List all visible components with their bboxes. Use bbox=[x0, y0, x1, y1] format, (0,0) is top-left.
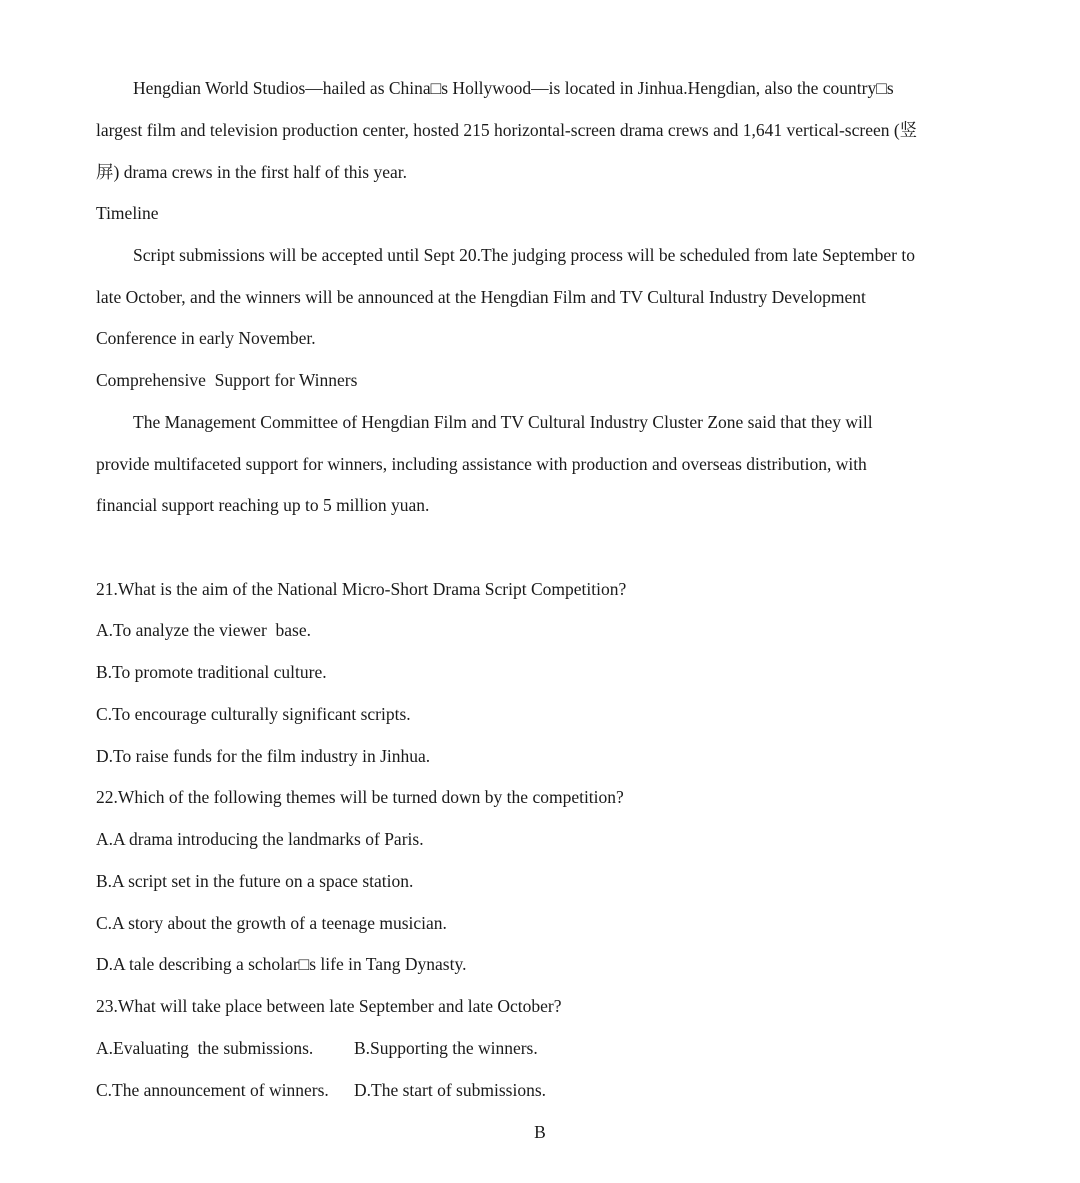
question-21-option-c: C.To encourage culturally significant scripts. bbox=[96, 704, 411, 724]
question-22-option-a: A.A drama introducing the landmarks of Paris. bbox=[96, 829, 424, 849]
section-letter: B bbox=[534, 1122, 546, 1142]
question-22-option-b: B.A script set in the future on a space station. bbox=[96, 871, 414, 891]
timeline-heading: Timeline bbox=[96, 203, 159, 223]
passage-p2-line-3: Conference in early November. bbox=[96, 328, 316, 348]
question-22-stem: 22.Which of the following themes will be turned down by the competition? bbox=[96, 787, 624, 807]
question-21-stem: 21.What is the aim of the National Micro-Short Drama Script Competition? bbox=[96, 579, 627, 599]
question-23-options-row-2 bbox=[96, 1079, 616, 1101]
question-23-option-c: C.The announcement of winners. bbox=[96, 1080, 329, 1100]
passage-p3-line-2: provide multifaceted support for winners, including assistance with production and overseas distribution, with bbox=[96, 454, 867, 474]
question-23-option-a: A.Evaluating the submissions. bbox=[96, 1038, 314, 1058]
passage-p1-line-2: largest film and television production center, hosted 215 horizontal-screen drama crews and 1,641 vertical-screen (竖 bbox=[96, 120, 918, 140]
question-23-stem: 23.What will take place between late September and late October? bbox=[96, 996, 562, 1016]
passage-p2-line-1: Script submissions will be accepted until Sept 20.The judging process will be scheduled from late September to bbox=[133, 245, 915, 265]
question-23-option-b: B.Supporting the winners. bbox=[354, 1038, 538, 1058]
question-23-options-row-1 bbox=[96, 1037, 616, 1059]
question-23-option-d: D.The start of submissions. bbox=[354, 1080, 547, 1100]
question-21-option-b: B.To promote traditional culture. bbox=[96, 662, 327, 682]
question-22-option-c: C.A story about the growth of a teenage musician. bbox=[96, 913, 447, 933]
question-22-option-d: D.A tale describing a scholar□s life in Tang Dynasty. bbox=[96, 954, 467, 974]
passage-p1-line-1: Hengdian World Studios—hailed as China□s Hollywood—is located in Jinhua.Hengdian, also the country□s bbox=[133, 78, 894, 98]
passage-p2-line-2: late October, and the winners will be announced at the Hengdian Film and TV Cultural Industry Development bbox=[96, 287, 866, 307]
passage-p3-line-1: The Management Committee of Hengdian Film and TV Cultural Industry Cluster Zone said that they will bbox=[133, 412, 873, 432]
passage-p3-line-3: financial support reaching up to 5 million yuan. bbox=[96, 495, 430, 515]
question-21-option-d: D.To raise funds for the film industry in Jinhua. bbox=[96, 746, 431, 766]
passage-p1-line-3: 屏) drama crews in the first half of this year. bbox=[96, 162, 408, 182]
question-21-option-a: A.To analyze the viewer base. bbox=[96, 620, 311, 640]
support-heading: Comprehensive Support for Winners bbox=[96, 370, 358, 390]
